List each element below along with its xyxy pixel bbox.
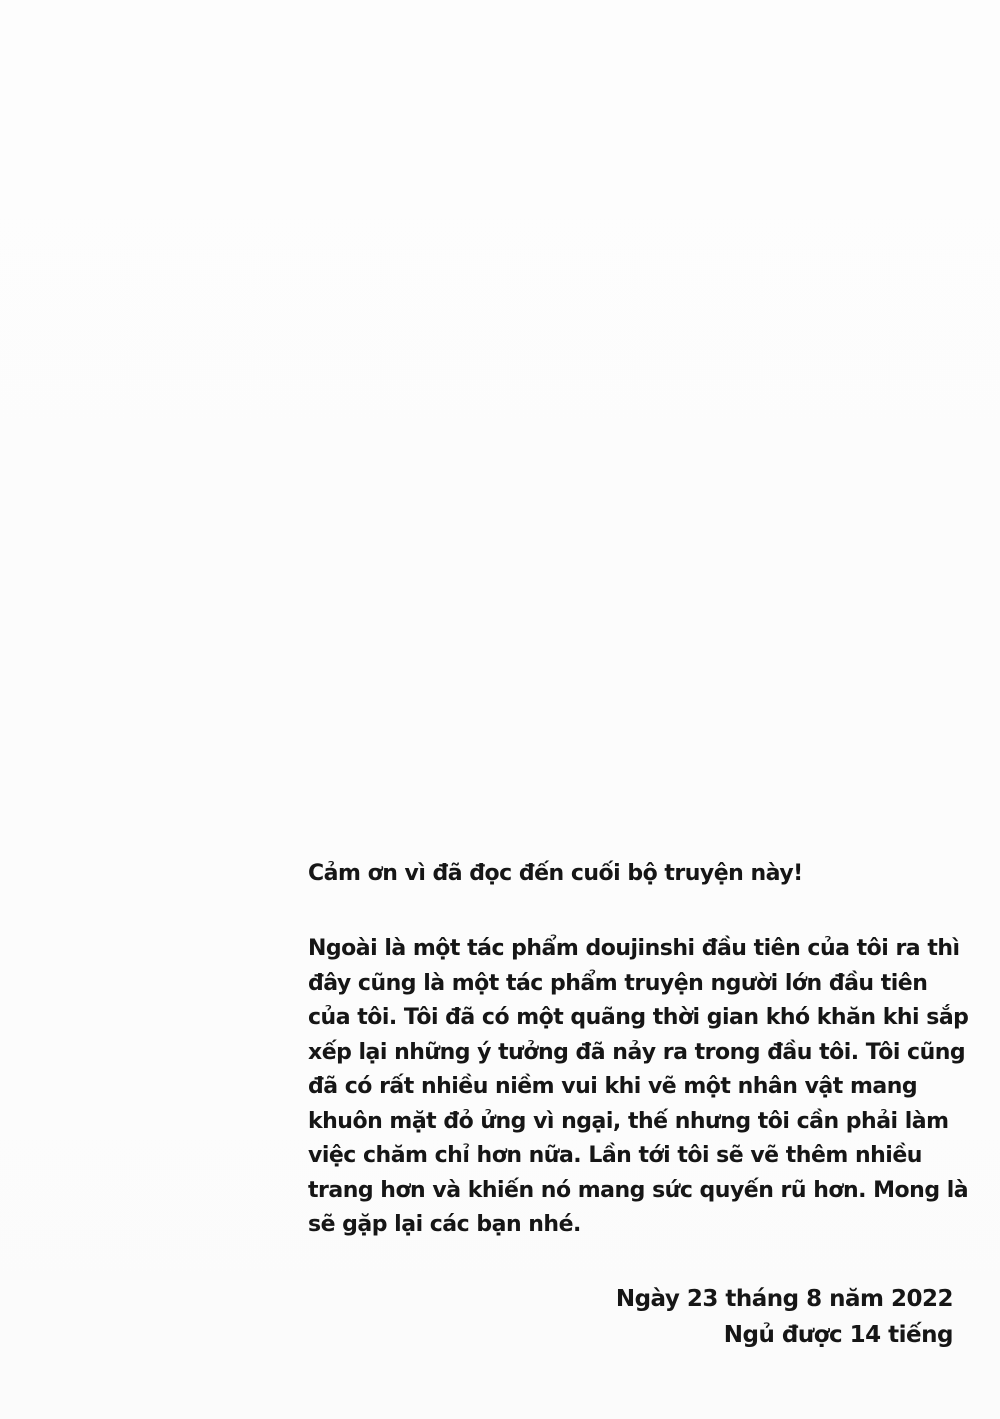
paragraph-line: xếp lại những ý tưởng đã nảy ra trong đầu tôi. Tôi cũng [308,1039,966,1065]
paragraph-line: đã có rất nhiều niềm vui khi vẽ một nhân vật mang [308,1074,918,1099]
afterword-paragraph [308,932,988,1243]
paragraph-line: sẽ gặp lại các bạn nhé. [308,1212,581,1237]
date-signature-block [616,1281,953,1353]
sleep-note-line: Ngủ được 14 tiếng [723,1322,953,1348]
paragraph-line: việc chăm chỉ hơn nữa. Lần tới tôi sẽ vẽ thêm nhiều [308,1143,922,1168]
paragraph-line: trang hơn và khiến nó mang sức quyến rũ hơn. Mong là [308,1177,969,1203]
paragraph-line: đây cũng là một tác phẩm truyện người lớn đầu tiên [308,970,928,996]
paragraph-line: Ngoài là một tác phẩm doujinshi đầu tiên của tôi ra thì [308,936,960,961]
greeting-line: Cảm ơn vì đã đọc đến cuối bộ truyện này! [308,861,803,886]
paragraph-line: khuôn mặt đỏ ửng vì ngại, thế nhưng tôi cần phải làm [308,1108,949,1134]
date-line: Ngày 23 tháng 8 năm 2022 [615,1286,953,1312]
paragraph-line: của tôi. Tôi đã có một quãng thời gian khó khăn khi sắp [308,1005,969,1030]
